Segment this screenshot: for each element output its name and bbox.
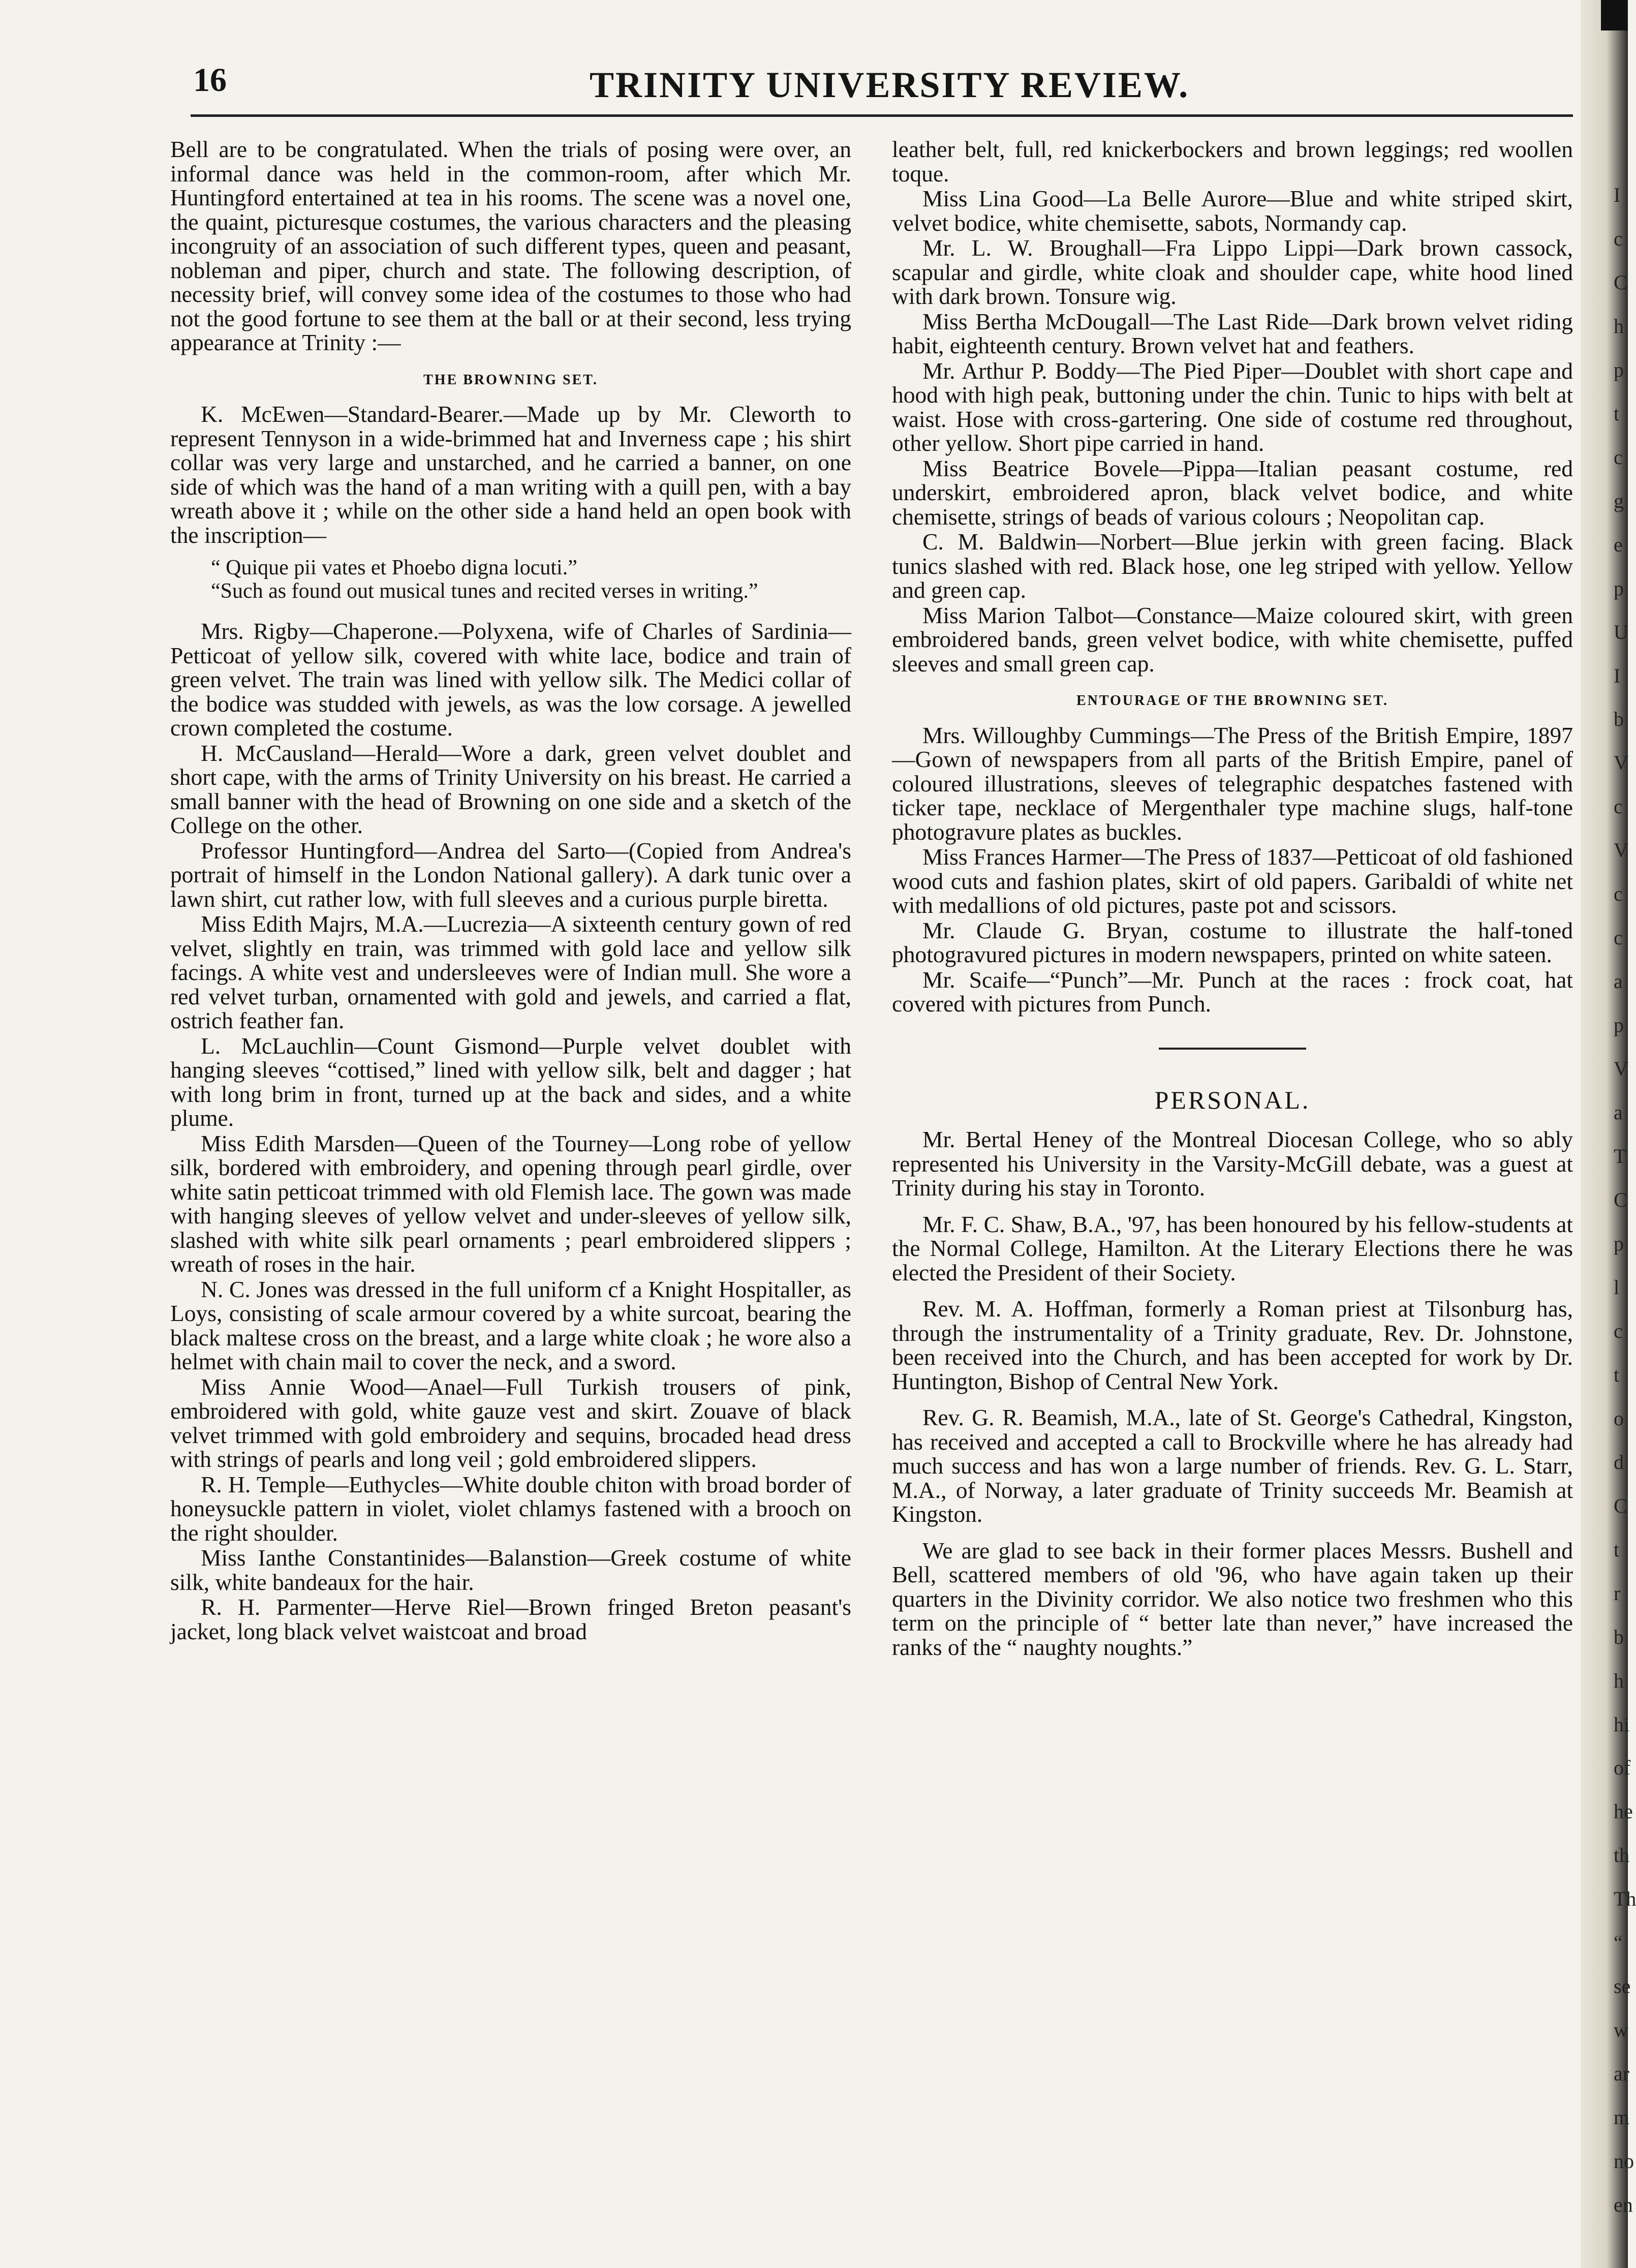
edge-letter-fragment: p — [1614, 358, 1624, 381]
edge-letter-fragment: p — [1614, 1232, 1624, 1255]
personal-item: Rev. M. A. Hoffman, formerly a Roman priest at Tilsonburg has, through the instrumentality of a Trinity graduate, Rev. Dr. Johnstone, been received into the Church, and has been accepted for work by Dr. Huntington, Bishop of Central New York. — [892, 1296, 1573, 1394]
edge-letter-fragment: a — [1614, 970, 1623, 993]
costume-entry: L. McLauchlin—Count Gismond—Purple velvet doublet with hanging sleeves “cottised,” lined with yellow silk, belt and dagger ; hat with long brim in front, turned up at the back and sides, and a white plume. — [170, 1032, 851, 1131]
scan-corner-mark — [1601, 0, 1628, 30]
edge-letter-fragment: V — [1614, 751, 1628, 774]
edge-letter-fragment: o — [1614, 1407, 1624, 1430]
edge-letter-fragment: V — [1614, 839, 1628, 862]
edge-letter-fragment: C — [1614, 271, 1627, 294]
costume-entry: C. M. Baldwin—Norbert—Blue jerkin with green facing. Black tunics slashed with red. Black hose, one leg striped with yellow. Yellow and green cap. — [892, 529, 1573, 603]
personal-item: Rev. G. R. Beamish, M.A., late of St. George's Cathedral, Kingston, has received and accepted a call to Brockville where he has already had much success and has won a large number of friends. Rev. G. L. Starr, M.A., of Norway, a later graduate of Trinity succeeds Mr. Beamish at Kingston. — [892, 1404, 1573, 1527]
entourage-entry: Mr. Claude G. Bryan, costume to illustrate the half-toned photogravured pictures in modern newspapers, printed on white sateen. — [892, 917, 1573, 967]
entourage-entry: Mrs. Willoughby Cummings—The Press of the British Empire, 1897—Gown of newspapers from all parts of the British Empire, panel of coloured illustrations, sleeves of telegraphic despatches fastened with ticker tape, necklace of Mergenthaler type machine slugs, half-tone photogravure plates as buckles. — [892, 722, 1573, 845]
edge-letter-fragment: h — [1614, 315, 1624, 338]
edge-letter-fragment: h — [1614, 1669, 1624, 1692]
edge-letter-fragment: U — [1614, 621, 1628, 643]
edge-letter-fragment: c — [1614, 926, 1623, 949]
edge-letter-fragment: C — [1614, 1494, 1627, 1517]
entourage-entry: Miss Frances Harmer—The Press of 1837—Petticoat of old fashioned wood cuts and fashion plates, skirt of old papers. Garibaldi of white net with medallions of old pictures, paste pot and scissors. — [892, 844, 1573, 918]
right-column — [892, 137, 1573, 1671]
intro-paragraph: Bell are to be congratulated. When the trials of posing were over, an informal dance was held in the common-room, after which Mr. Huntingford entertained at tea in his rooms. The scene was a novel one, the quaint, picturesque costumes, the various characters and the pleasing incongruity of an association of such different types, queen and peasant, nobleman and piper, church and state. The following description, of necessity brief, will convey some idea of the costumes to those who had not the good fortune to see them at the ball or at their second, less trying appearance at Trinity :— — [170, 136, 851, 355]
costume-entry: Professor Huntingford—Andrea del Sarto—(Copied from Andrea's portrait of himself in the London National gallery). A dark tunic over a lawn shirt, cut rather low, with full sleeves and a curious purple biretta. — [170, 837, 851, 912]
edge-letter-fragment: I — [1614, 664, 1621, 687]
personal-item: We are glad to see back in their former places Messrs. Bushell and Bell, scattered members of old '96, who have again taken up their quarters in the Divinity corridor. We also notice two freshmen who this term on the principle of “ better late than never,” have increased the ranks of the “ naughty noughts.” — [892, 1537, 1573, 1660]
edge-letter-fragment: V — [1614, 1057, 1628, 1080]
edge-letter-fragment: C — [1614, 1188, 1627, 1211]
costume-entry: Mr. Arthur P. Boddy—The Pied Piper—Doublet with short cape and hood with high peak, buttoning under the chin. Tunic to hips with belt at waist. Hose with cross-gartering. One side of costume red throughout, other yellow. Short pipe carried in hand. — [892, 357, 1573, 456]
quote-line: “Such as found out musical tunes and recited verses in writing.” — [211, 579, 758, 603]
section-divider — [1159, 1048, 1306, 1050]
edge-letter-fragment: he — [1614, 1800, 1633, 1823]
quote-line: “ Quique pii vates et Phoebo digna locuti.” — [211, 556, 577, 579]
edge-letter-fragment: c — [1614, 1320, 1623, 1342]
edge-letter-fragment: d — [1614, 1451, 1624, 1474]
edge-letter-fragment: b — [1614, 708, 1624, 730]
edge-letter-fragment: r — [1614, 1582, 1621, 1605]
running-title: TRINITY UNIVERSITY REVIEW. — [590, 65, 1190, 105]
costume-entry: Miss Ianthe Constantinides—Balanstion—Greek costume of white silk, white bandeaux for the hair. — [170, 1545, 851, 1595]
costume-entry: Miss Edith Majrs, M.A.—Lucrezia—A sixteenth century gown of red velvet, slightly en train, was trimmed with gold lace and yellow silk facings. A white vest and undersleeves were of Indian mull. She wore a red velvet turban, ornamented with gold and jewels, and carried a flat, ostrich feather fan. — [170, 911, 851, 1033]
edge-letter-fragment: t — [1614, 402, 1620, 425]
edge-letter-fragment: b — [1614, 1626, 1624, 1648]
edge-letter-fragment: c — [1614, 795, 1623, 818]
edge-letter-fragment: I — [1614, 183, 1621, 206]
edge-letter-fragment: t — [1614, 1363, 1620, 1386]
edge-letter-fragment: t — [1614, 1538, 1620, 1561]
costume-entry: R. H. Temple—Euthycles—White double chiton with broad border of honeysuckle pattern in violet, violet chlamys fastened with a brooch on the right shoulder. — [170, 1471, 851, 1546]
edge-letter-fragment: en — [1614, 2193, 1633, 2216]
personal-item: Mr. F. C. Shaw, B.A., '97, has been honoured by his fellow-students at the Normal College, Hamilton. At the Literary Elections there he was elected the President of their Society. — [892, 1211, 1573, 1285]
edge-letter-fragment: w — [1614, 2018, 1628, 2041]
edge-letter-fragment: ar — [1614, 2062, 1630, 2085]
entourage-heading: ENTOURAGE OF THE BROWNING SET. — [1076, 693, 1389, 709]
entourage-entry: Mr. Scaife—“Punch”—Mr. Punch at the races : frock coat, hat covered with pictures from Punch. — [892, 966, 1573, 1017]
costume-entry: Miss Annie Wood—Anael—Full Turkish trousers of pink, embroidered with gold, white gauze vest and skirt. Zouave of black velvet trimmed with gold embroidery and sequins, brocaded head dress with strings of pearls and long veil ; gold embroidered slippers. — [170, 1373, 851, 1472]
edge-letter-fragment: T — [1614, 1145, 1626, 1168]
costume-entry: Miss Bertha McDougall—The Last Ride—Dark brown velvet riding habit, eighteenth century. Brown velvet hat and feathers. — [892, 308, 1573, 358]
costume-entry: Mrs. Rigby—Chaperone.—Polyxena, wife of Charles of Sardinia—Petticoat of yellow silk, covered with white lace, bodice and train of green velvet. The train was lined with yellow silk. The Medici collar of the bodice was studded with jewels, as was the low corsage. A jewelled crown completed the costume. — [170, 618, 851, 741]
edge-letter-fragment: se — [1614, 1975, 1631, 1998]
edge-letter-fragment: g — [1614, 489, 1624, 512]
costume-entry: H. McCausland—Herald—Wore a dark, green velvet doublet and short cape, with the arms of Trinity University on his breast. He carried a small banner with the head of Browning on one side and a sketch of the College on the other. — [170, 740, 851, 838]
page-number: 16 — [193, 62, 227, 99]
costume-entry-continued: leather belt, full, red knickerbockers and brown leggings; red woollen toque. — [892, 136, 1573, 187]
edge-letter-fragment: th — [1614, 1844, 1630, 1866]
costume-entry: Miss Beatrice Bovele—Pippa—Italian peasant costume, red underskirt, embroidered apron, black velvet bodice, and white chemisette, strings of beads of various colours ; Neopolitan cap. — [892, 455, 1573, 530]
inscription-quote — [211, 556, 851, 603]
edge-letter-fragment: c — [1614, 882, 1623, 905]
edge-letter-fragment: “ — [1614, 1931, 1623, 1954]
edge-letter-fragment: l — [1614, 1276, 1620, 1299]
browning-set-heading: THE BROWNING SET. — [423, 372, 598, 388]
edge-letter-fragment: hi — [1614, 1713, 1630, 1736]
personal-heading: PERSONAL. — [1154, 1085, 1311, 1114]
edge-letter-fragment: of — [1614, 1756, 1631, 1779]
adjacent-page-edge — [1581, 0, 1631, 2268]
edge-letter-fragment: m — [1614, 2106, 1630, 2129]
personal-item: Mr. Bertal Heney of the Montreal Diocesan College, who so ably represented his University in the Varsity-McGill debate, was a guest at Trinity during his stay in Toronto. — [892, 1126, 1573, 1201]
edge-letter-fragment: e — [1614, 533, 1623, 556]
edge-letter-fragment: c — [1614, 227, 1623, 250]
edge-letter-fragment: no — [1614, 2150, 1634, 2172]
costume-entry: Miss Edith Marsden—Queen of the Tourney—Long robe of yellow silk, bordered with embroidery, and opening through pearl girdle, over white satin petticoat trimmed with old Flemish lace. The gown was made with hanging sleeves of yellow velvet and under-sleeves of yellow silk, slashed with white silk pearl ornaments ; pearl embroidered slippers ; wreath of roses in the hair. — [170, 1130, 851, 1277]
edge-letter-fragment: Th — [1614, 1887, 1636, 1910]
costume-entry: K. McEwen—Standard-Bearer.—Made up by Mr. Cleworth to represent Tennyson in a wide-brimmed hat and Inverness cape ; his shirt collar was very large and unstarched, and he carried a banner, on one side of which was the hand of a man writing with a quill pen, with a bay wreath above it ; while on the other side a hand held an open book with the inscription— — [170, 401, 851, 548]
costume-entry: Mr. L. W. Broughall—Fra Lippo Lippi—Dark brown cassock, scapular and girdle, white cloak and shoulder cape, white hood lined with dark brown. Tonsure wig. — [892, 235, 1573, 309]
edge-letter-fragment: p — [1614, 577, 1624, 600]
costume-entry: R. H. Parmenter—Herve Riel—Brown fringed Breton peasant's jacket, long black velvet waistcoat and broad — [170, 1594, 851, 1644]
costume-entry: Miss Lina Good—La Belle Aurore—Blue and white striped skirt, velvet bodice, white chemisette, sabots, Normandy cap. — [892, 186, 1573, 236]
costume-entry: Miss Marion Talbot—Constance—Maize coloured skirt, with green embroidered bands, green velvet bodice, with white chemisette, puffed sleeves and small green cap. — [892, 602, 1573, 677]
edge-letter-fragment: a — [1614, 1101, 1623, 1124]
edge-letter-fragment: c — [1614, 446, 1623, 469]
left-column — [170, 137, 851, 1644]
page-header — [193, 55, 1565, 111]
header-rule — [191, 114, 1573, 117]
personal-section — [892, 1127, 1573, 1659]
edge-letter-fragment: p — [1614, 1014, 1624, 1036]
costume-entry: N. C. Jones was dressed in the full uniform cf a Knight Hospitaller, as Loys, consisting of scale armour covered by a white surcoat, bearing the black maltese cross on the breast, and a large white cloak ; he wore also a helmet with chain mail to cover the neck, and a sword. — [170, 1276, 851, 1374]
